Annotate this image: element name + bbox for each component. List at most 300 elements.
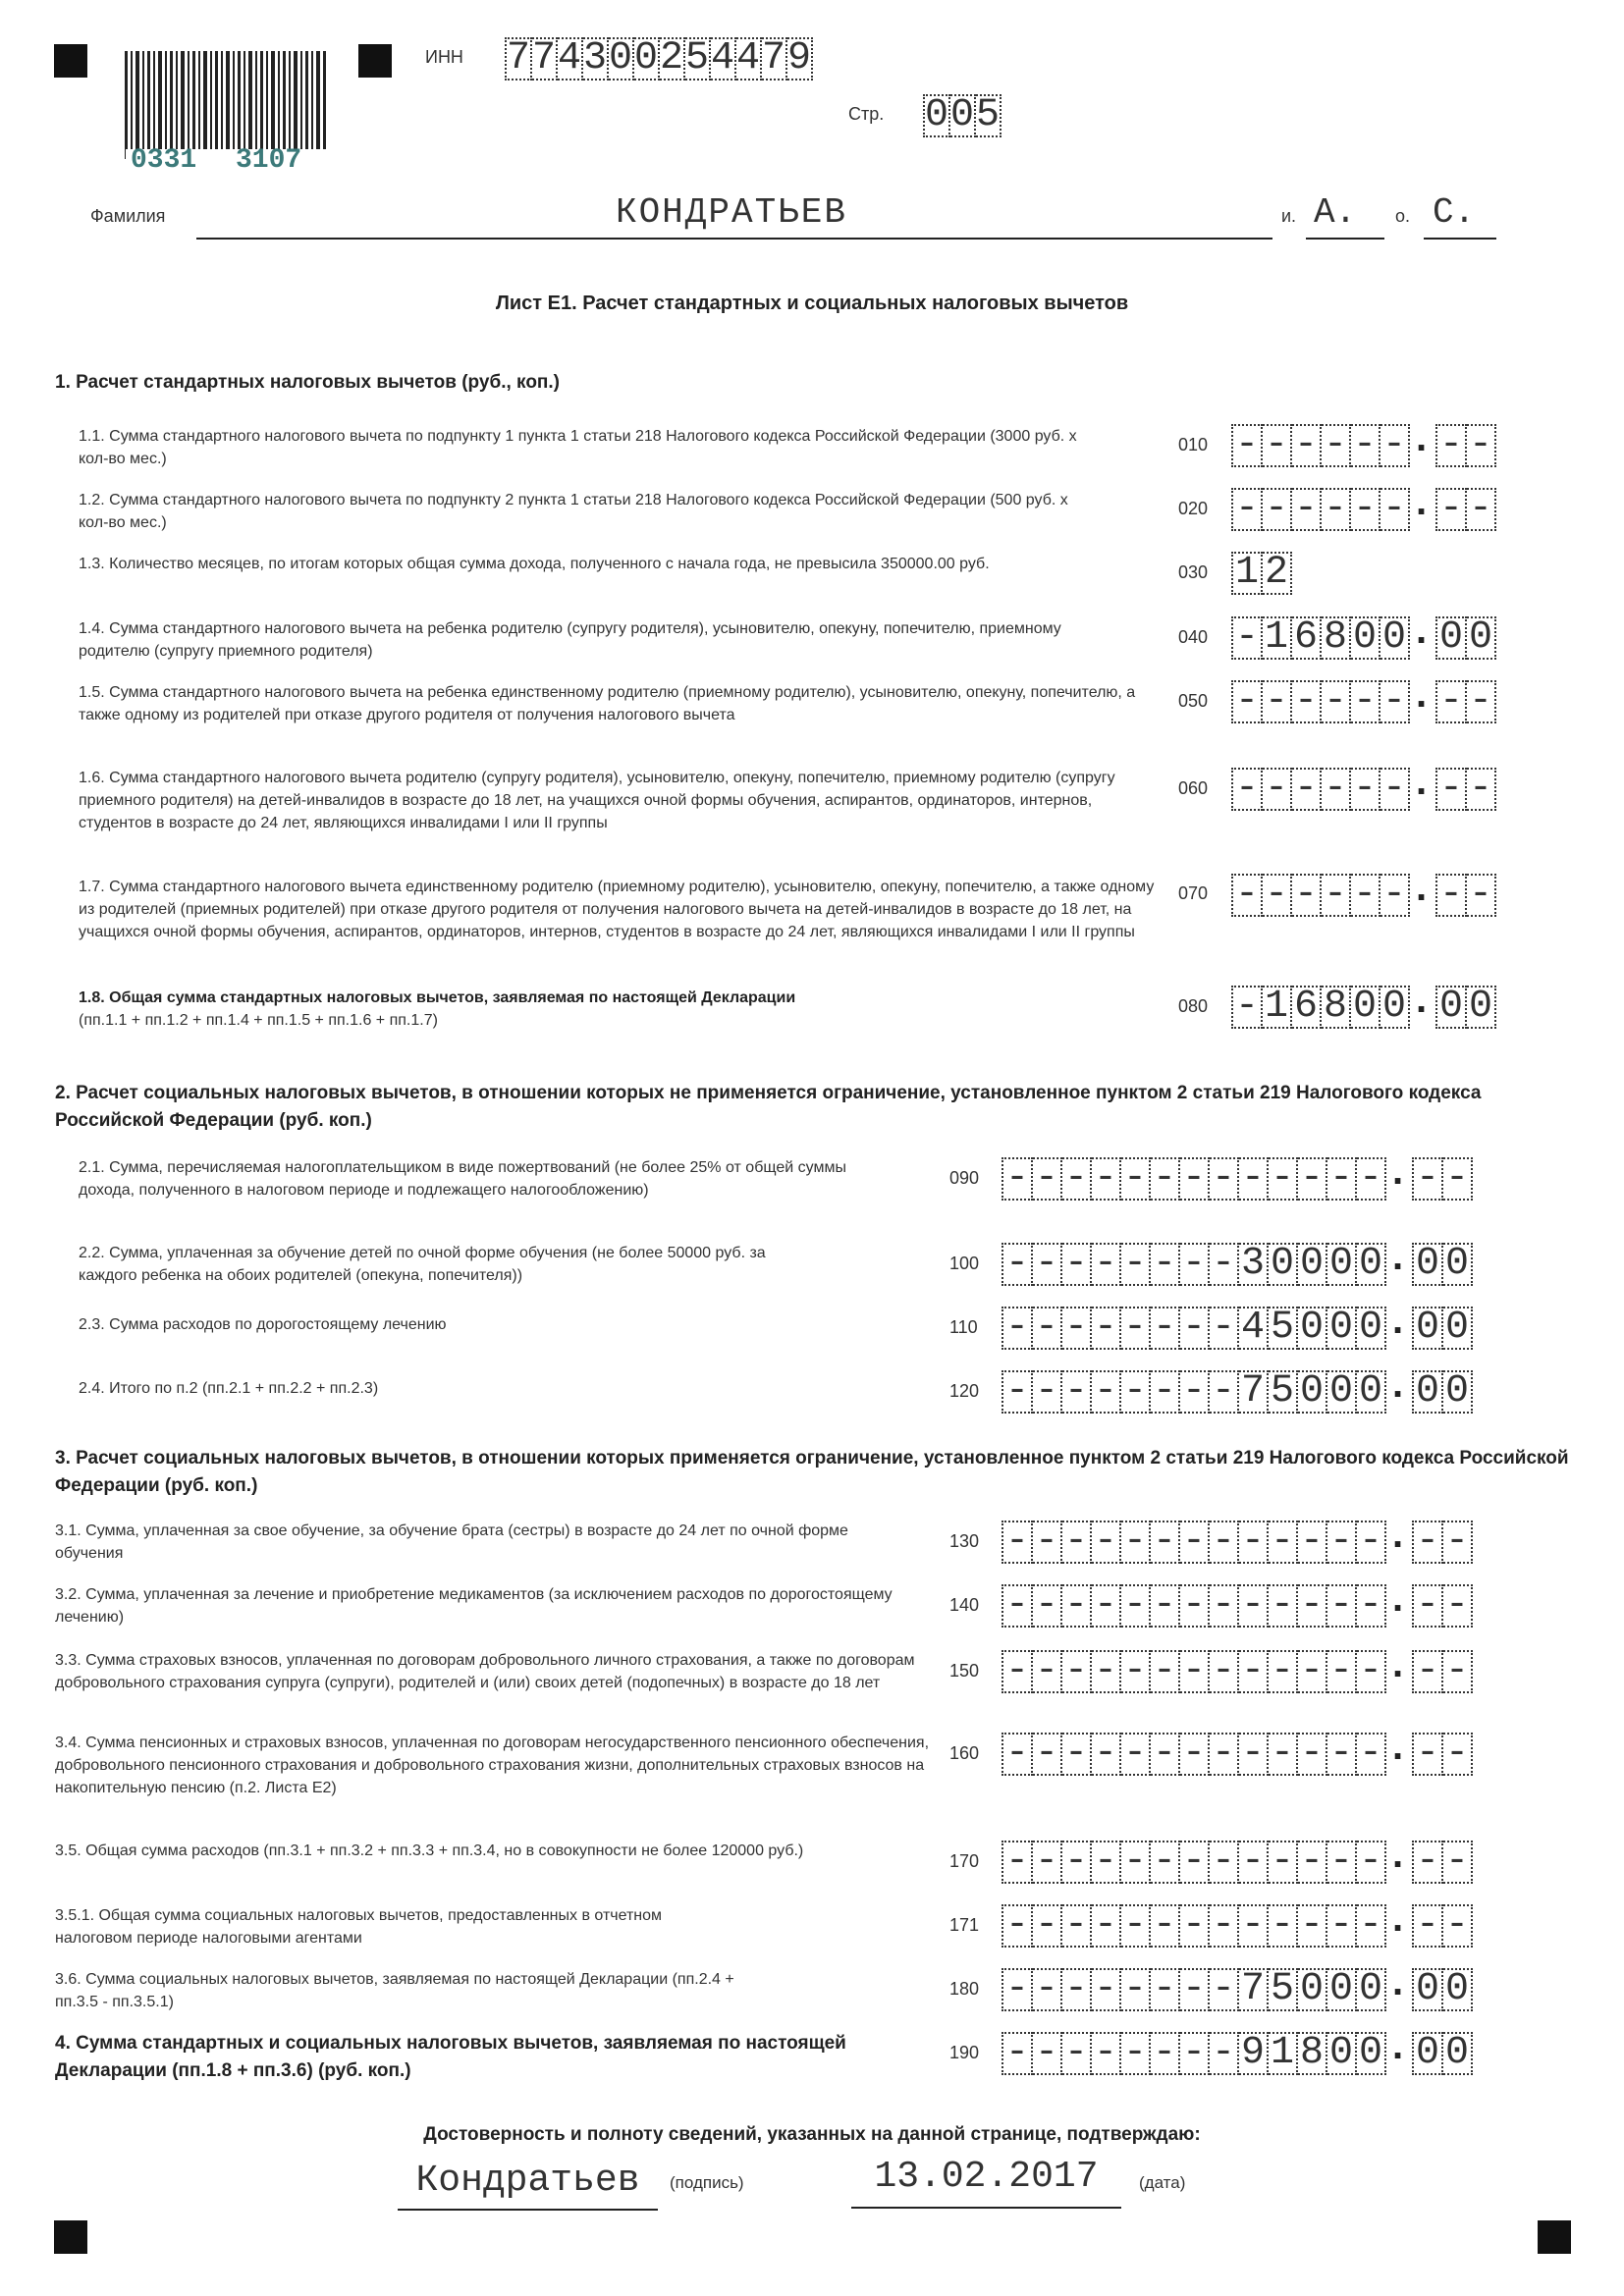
digit-cell: - <box>1269 1157 1298 1201</box>
digit-cell: 0 <box>1269 1243 1298 1286</box>
digit-cell: 0 <box>1298 1307 1327 1350</box>
digit-cell: - <box>1121 1521 1151 1564</box>
row-150-label: 3.3. Сумма страховых взносов, уплаченная по договорам добровольного личного страхования, а также по договорам добровольного страхования супруга (супруги), родителей и (или) своих детей (подопечных) в возрасте до 18 лет <box>55 1652 915 1691</box>
digit-cell: - <box>1412 1521 1443 1564</box>
initial-second-underline <box>1424 238 1496 240</box>
digit-cell: - <box>1210 1904 1239 1948</box>
digit-cell: - <box>1062 1904 1092 1948</box>
digit-cell: - <box>1121 2032 1151 2075</box>
digit-cell: - <box>1327 1733 1357 1776</box>
digit-cell: 8 <box>1322 986 1351 1029</box>
digit-cell: - <box>1351 488 1380 531</box>
digit-cell: - <box>1269 1733 1298 1776</box>
digit-cell: 1 <box>1269 2032 1298 2075</box>
digit-cell: - <box>1033 1243 1062 1286</box>
digit-cell: 3 <box>583 36 608 80</box>
digit-cell: - <box>1210 1841 1239 1884</box>
row-060-code: 060 <box>1178 778 1209 798</box>
digit-cell: - <box>1269 1521 1298 1564</box>
digit-cell: - <box>1001 1904 1033 1948</box>
digit-cell: - <box>1263 874 1292 917</box>
page-number-field[interactable] <box>923 94 1001 137</box>
digit-cell: - <box>1298 1904 1327 1948</box>
row-171-code: 171 <box>949 1915 980 1935</box>
digit-cell: 4 <box>711 36 735 80</box>
digit-cell: 1 <box>1231 552 1263 595</box>
digit-cell: - <box>1180 1584 1210 1628</box>
digit-cell: - <box>1062 1307 1092 1350</box>
digit-cell: - <box>1092 1307 1121 1350</box>
row-140-label: 3.2. Сумма, уплаченная за лечение и приобретение медикаментов (за исключением расходов по дорогостоящему лечению) <box>55 1586 893 1626</box>
digit-cell: - <box>1001 1157 1033 1201</box>
section2-heading: 2. Расчет социальных налоговых вычетов, в отношении которых не применяется ограничение, установленное пунктом 2 статьи 219 Налогового кодекса Российской Федерации (руб. коп.) <box>55 1083 1482 1131</box>
digit-cell: - <box>1121 1243 1151 1286</box>
digit-cell: - <box>1298 1733 1327 1776</box>
digit-cell: - <box>1269 1584 1298 1628</box>
decimal-point: . <box>1392 2024 1404 2067</box>
digit-cell: - <box>1062 1521 1092 1564</box>
decimal-point: . <box>1392 1149 1404 1193</box>
digit-cell: 6 <box>1292 616 1322 660</box>
digit-cell: - <box>1435 768 1467 811</box>
digit-cell: - <box>1001 1370 1033 1414</box>
digit-cell: - <box>1151 1584 1180 1628</box>
digit-cell: - <box>1322 874 1351 917</box>
digit-cell: - <box>1151 2032 1180 2075</box>
decimal-point: . <box>1392 1896 1404 1940</box>
digit-cell: - <box>1062 1841 1092 1884</box>
digit-cell: - <box>1151 1307 1180 1350</box>
digit-cell: 0 <box>1412 1307 1443 1350</box>
decimal-point: . <box>1392 1576 1404 1620</box>
initial-first-value[interactable]: А. <box>1314 192 1357 233</box>
digit-cell: - <box>1210 1650 1239 1693</box>
surname-label: Фамилия <box>90 206 166 226</box>
digit-cell: 5 <box>976 93 1001 137</box>
row-010-field[interactable] <box>1231 416 1496 467</box>
digit-cell: 0 <box>1327 2032 1357 2075</box>
row-100-code: 100 <box>949 1254 980 1273</box>
digit-cell: - <box>1210 2032 1239 2075</box>
row-180-field[interactable] <box>1001 1960 1473 2011</box>
digit-cell: - <box>1151 1968 1180 2011</box>
digit-cell: - <box>1210 1243 1239 1286</box>
row-171-label: 3.5.1. Общая сумма социальных налоговых вычетов, предоставленных в отчетном налоговом периоде налоговыми агентами <box>55 1907 663 1947</box>
row-190-field[interactable] <box>1001 2024 1473 2075</box>
digit-cell: 0 <box>1357 1968 1386 2011</box>
decimal-point: . <box>1392 1299 1404 1342</box>
digit-cell: - <box>1327 1584 1357 1628</box>
digit-cell: - <box>1351 680 1380 723</box>
digit-cell: - <box>1180 1243 1210 1286</box>
decimal-point: . <box>1416 672 1428 716</box>
row-160-label: 3.4. Сумма пенсионных и страховых взносов, уплаченная по договорам негосударственного пенсионного обеспечения, добровольного пенсионного страхования и добровольного страхования жизни, дополнительных страховых взносов на накопительную пенсию (п.2. Листа Е2) <box>55 1735 930 1796</box>
digit-cell: - <box>1357 1733 1386 1776</box>
digit-cell: - <box>1357 1650 1386 1693</box>
digit-cell: - <box>1239 1733 1269 1776</box>
digit-cell: 0 <box>925 93 949 137</box>
digit-cell: - <box>1180 1733 1210 1776</box>
digit-cell: 0 <box>609 36 633 80</box>
row-080-field[interactable] <box>1231 978 1496 1029</box>
row-030-field[interactable] <box>1231 552 1292 595</box>
digit-cell: - <box>1092 1521 1121 1564</box>
digit-cell: - <box>1121 1650 1151 1693</box>
date-caption: (дата) <box>1139 2173 1186 2192</box>
digit-cell: - <box>1412 1841 1443 1884</box>
digit-cell: - <box>1327 1157 1357 1201</box>
digit-cell: - <box>1092 1968 1121 2011</box>
digit-cell: 4 <box>558 36 582 80</box>
digit-cell: - <box>1231 874 1263 917</box>
row-090-label: 2.1. Сумма, перечисляемая налогоплательщиком в виде пожертвований (не более 25% от общей суммы дохода, полученного в налоговом периоде и подлежащего налогообложению) <box>79 1159 846 1199</box>
corner-marker-bottom-right <box>1538 2220 1571 2254</box>
digit-cell: - <box>1322 488 1351 531</box>
digit-cell: 0 <box>1327 1370 1357 1414</box>
digit-cell: - <box>1263 768 1292 811</box>
row-171-field[interactable] <box>1001 1896 1473 1948</box>
digit-cell: - <box>1180 1521 1210 1564</box>
digit-cell: - <box>1467 874 1496 917</box>
digit-cell: - <box>1151 1370 1180 1414</box>
decimal-point: . <box>1392 1362 1404 1406</box>
decimal-point: . <box>1416 760 1428 803</box>
digit-cell: - <box>1180 1841 1210 1884</box>
digit-cell: 0 <box>1443 2032 1473 2075</box>
digit-cell: 0 <box>1467 616 1496 660</box>
digit-cell: 6 <box>1292 986 1322 1029</box>
digit-cell: - <box>1298 1584 1327 1628</box>
section3-heading: 3. Расчет социальных налоговых вычетов, в отношении которых применяется ограничение, установленное пунктом 2 статьи 219 Налогового кодекса Российской Федерации (руб. коп.) <box>55 1448 1569 1496</box>
digit-cell: - <box>1231 768 1263 811</box>
digit-cell: - <box>1351 768 1380 811</box>
digit-cell: - <box>1269 1650 1298 1693</box>
digit-cell: - <box>1062 1243 1092 1286</box>
digit-cell: 0 <box>1298 1243 1327 1286</box>
decimal-point: . <box>1416 416 1428 459</box>
row-170-field[interactable] <box>1001 1833 1473 1884</box>
row-080-code: 080 <box>1178 996 1209 1016</box>
digit-cell: - <box>1210 1157 1239 1201</box>
digit-cell: - <box>1210 1521 1239 1564</box>
row-100-field[interactable] <box>1001 1235 1473 1286</box>
digit-cell: - <box>1351 424 1380 467</box>
digit-cell: 0 <box>950 93 975 137</box>
digit-cell: - <box>1239 1904 1269 1948</box>
digit-cell: - <box>1412 1733 1443 1776</box>
digit-cell: 4 <box>736 36 761 80</box>
digit-cell: - <box>1380 488 1410 531</box>
digit-cell: - <box>1092 1733 1121 1776</box>
row-180-code: 180 <box>949 1979 980 1999</box>
digit-cell: - <box>1380 874 1410 917</box>
digit-cell: - <box>1467 680 1496 723</box>
digit-cell: - <box>1151 1650 1180 1693</box>
digit-cell: - <box>1001 1307 1033 1350</box>
digit-cell: - <box>1380 424 1410 467</box>
digit-cell: - <box>1412 1650 1443 1693</box>
digit-cell: - <box>1239 1841 1269 1884</box>
digit-cell: - <box>1412 1904 1443 1948</box>
row-110-label: 2.3. Сумма расходов по дорогостоящему лечению <box>79 1316 447 1333</box>
row-080-label: (пп.1.1 + пп.1.2 + пп.1.4 + пп.1.5 + пп.1.6 + пп.1.7) <box>79 1012 438 1029</box>
digit-cell: 5 <box>1269 1370 1298 1414</box>
row-160-field[interactable] <box>1001 1725 1473 1776</box>
initial-first-underline <box>1306 238 1384 240</box>
digit-cell: 4 <box>1239 1307 1269 1350</box>
digit-cell: 0 <box>1327 1968 1357 2011</box>
digit-cell: - <box>1412 1157 1443 1201</box>
row-170-code: 170 <box>949 1851 980 1871</box>
row-110-code: 110 <box>949 1317 978 1337</box>
digit-cell: - <box>1327 1904 1357 1948</box>
digit-cell: - <box>1121 1584 1151 1628</box>
digit-cell: - <box>1180 1307 1210 1350</box>
digit-cell: 7 <box>532 36 557 80</box>
digit-cell: - <box>1443 1521 1473 1564</box>
digit-cell: - <box>1263 680 1292 723</box>
digit-cell: 0 <box>1351 986 1380 1029</box>
digit-cell: - <box>1180 1650 1210 1693</box>
digit-cell: - <box>1210 1370 1239 1414</box>
initial-second-value[interactable]: С. <box>1433 192 1476 233</box>
row-120-label: 2.4. Итого по п.2 (пп.2.1 + пп.2.2 + пп.2.3) <box>79 1380 379 1397</box>
row-150-field[interactable] <box>1001 1642 1473 1693</box>
digit-cell: 0 <box>634 36 659 80</box>
digit-cell: - <box>1269 1904 1298 1948</box>
digit-cell: - <box>1292 768 1322 811</box>
surname-value[interactable]: КОНДРАТЬЕВ <box>615 192 848 233</box>
digit-cell: - <box>1292 680 1322 723</box>
digit-cell: - <box>1263 424 1292 467</box>
digit-cell: - <box>1033 1841 1062 1884</box>
digit-cell: 0 <box>1435 616 1467 660</box>
digit-cell: - <box>1180 1370 1210 1414</box>
section4-label: 4. Сумма стандартных и социальных налоговых вычетов, заявляемая по настоящей Декларации (пп.1.8 + пп.3.6) (руб. коп.) <box>55 2033 846 2081</box>
digit-cell: - <box>1443 1841 1473 1884</box>
digit-cell: - <box>1092 1243 1121 1286</box>
digit-cell: 7 <box>1239 1968 1269 2011</box>
digit-cell: - <box>1092 1370 1121 1414</box>
digit-cell: 0 <box>1443 1968 1473 2011</box>
initial-second-label: о. <box>1395 206 1411 226</box>
row-040-label: 1.4. Сумма стандартного налогового вычета на ребенка родителю (супругу родителя), усыновителю, опекуну, попечителю, приемному родителю (супругу приемного родителя) <box>79 620 1061 660</box>
digit-cell: - <box>1001 1841 1033 1884</box>
initial-first-label: и. <box>1281 206 1297 226</box>
digit-cell: - <box>1322 768 1351 811</box>
digit-cell: 0 <box>1351 616 1380 660</box>
digit-cell: - <box>1092 1904 1121 1948</box>
confirmation-text: Достоверность и полноту сведений, указанных на данной странице, подтверждаю: <box>423 2124 1201 2145</box>
digit-cell: - <box>1062 1650 1092 1693</box>
decimal-point: . <box>1392 1833 1404 1876</box>
digit-cell: - <box>1443 1904 1473 1948</box>
row-060-field[interactable] <box>1231 760 1496 811</box>
row-170-label: 3.5. Общая сумма расходов (пп.3.1 + пп.3.2 + пп.3.3 + пп.3.4, но в совокупности не более 120000 руб.) <box>55 1842 804 1859</box>
row-040-field[interactable] <box>1231 609 1496 660</box>
digit-cell: 7 <box>507 36 531 80</box>
digit-cell: - <box>1033 1584 1062 1628</box>
corner-marker-top-left <box>54 44 87 78</box>
row-050-label: 1.5. Сумма стандартного налогового вычета на ребенка единственному родителю (приемному родителю), усыновителю, опекуну, попечителю, а также одному из родителей при отказе другого родителя от получения налогового вычета <box>79 684 1136 723</box>
digit-cell: - <box>1062 1733 1092 1776</box>
row-020-label: 1.2. Сумма стандартного налогового вычета по подпункту 2 пункта 1 статьи 218 Налогового кодекса Российской Федерации (500 руб. х кол-во мес.) <box>79 492 1068 531</box>
digit-cell: - <box>1231 986 1263 1029</box>
digit-cell: - <box>1001 1733 1033 1776</box>
row-160-code: 160 <box>949 1743 980 1763</box>
row-090-code: 090 <box>949 1168 980 1188</box>
digit-cell: 2 <box>660 36 684 80</box>
digit-cell: 0 <box>1327 1307 1357 1350</box>
digit-cell: - <box>1327 1841 1357 1884</box>
digit-cell: - <box>1239 1584 1269 1628</box>
digit-cell: - <box>1210 1307 1239 1350</box>
digit-cell: - <box>1298 1521 1327 1564</box>
digit-cell: - <box>1062 1968 1092 2011</box>
row-070-code: 070 <box>1178 883 1209 903</box>
digit-cell: - <box>1121 1841 1151 1884</box>
digit-cell: - <box>1033 1968 1062 2011</box>
digit-cell: - <box>1263 488 1292 531</box>
row-120-field[interactable] <box>1001 1362 1473 1414</box>
digit-cell: 1 <box>1263 986 1292 1029</box>
row-050-field[interactable] <box>1231 672 1496 723</box>
corner-marker-top-mid <box>358 44 392 78</box>
row-090-field[interactable] <box>1001 1149 1473 1201</box>
digit-cell: - <box>1180 1157 1210 1201</box>
digit-cell: - <box>1033 1521 1062 1564</box>
digit-cell: - <box>1001 1243 1033 1286</box>
row-060-label: 1.6. Сумма стандартного налогового вычета родителю (супругу родителя), усыновителю, опекуну, попечителю, приемному родителю (супругу приемного родителя) на детей-инвалидов в возрасте до 18 лет, на учащихся очной формы обучения, аспирантов, ординаторов, интернов, студентов в возрасте до 24 лет, являющихся инвалидами I или II группы <box>79 770 1115 831</box>
inn-field[interactable] <box>505 37 813 80</box>
digit-cell: 0 <box>1357 1243 1386 1286</box>
digit-cell: - <box>1180 2032 1210 2075</box>
digit-cell: - <box>1151 1157 1180 1201</box>
row-020-field[interactable] <box>1231 480 1496 531</box>
digit-cell: - <box>1327 1650 1357 1693</box>
row-140-code: 140 <box>949 1595 980 1615</box>
section1-heading: 1. Расчет стандартных налоговых вычетов (руб., коп.) <box>55 372 561 393</box>
row-130-label: 3.1. Сумма, уплаченная за свое обучение, за обучение брата (сестры) в возрасте до 24 лет по очной форме обучения <box>55 1522 848 1562</box>
digit-cell: - <box>1380 768 1410 811</box>
digit-cell: - <box>1121 1968 1151 2011</box>
digit-cell: 0 <box>1327 1243 1357 1286</box>
decimal-point: . <box>1392 1513 1404 1556</box>
digit-cell: - <box>1357 1157 1386 1201</box>
digit-cell: - <box>1121 1370 1151 1414</box>
digit-cell: - <box>1292 488 1322 531</box>
digit-cell: 0 <box>1298 1370 1327 1414</box>
digit-cell: 0 <box>1380 986 1410 1029</box>
digit-cell: - <box>1210 1733 1239 1776</box>
digit-cell: - <box>1443 1157 1473 1201</box>
digit-cell: - <box>1001 1650 1033 1693</box>
digit-cell: - <box>1443 1650 1473 1693</box>
row-120-code: 120 <box>949 1381 980 1401</box>
digit-cell: - <box>1033 2032 1062 2075</box>
digit-cell: - <box>1298 1650 1327 1693</box>
digit-cell: 3 <box>1239 1243 1269 1286</box>
digit-cell: - <box>1269 1841 1298 1884</box>
digit-cell: - <box>1231 488 1263 531</box>
digit-cell: 5 <box>1269 1968 1298 2011</box>
digit-cell: - <box>1092 2032 1121 2075</box>
digit-cell: - <box>1001 1521 1033 1564</box>
digit-cell: 0 <box>1357 2032 1386 2075</box>
inn-label: ИНН <box>425 47 463 67</box>
row-100-label: 2.2. Сумма, уплаченная за обучение детей по очной форме обучения (не более 50000 руб. за каждого ребенка на обоих родителей (опекуна, попечителя)) <box>79 1245 766 1284</box>
decimal-point: . <box>1392 1235 1404 1278</box>
row-180-label: 3.6. Сумма социальных налоговых вычетов, заявляемая по настоящей Декларации (пп.2.4 + пп.3.5 - пп.3.5.1) <box>55 1971 734 2010</box>
digit-cell: - <box>1001 1584 1033 1628</box>
digit-cell: - <box>1357 1584 1386 1628</box>
digit-cell: 0 <box>1443 1307 1473 1350</box>
digit-cell: - <box>1092 1584 1121 1628</box>
digit-cell: - <box>1467 424 1496 467</box>
digit-cell: 0 <box>1467 986 1496 1029</box>
digit-cell: 2 <box>1263 552 1292 595</box>
digit-cell: 0 <box>1357 1370 1386 1414</box>
digit-cell: 0 <box>1412 1243 1443 1286</box>
digit-cell: - <box>1298 1157 1327 1201</box>
digit-cell: - <box>1351 874 1380 917</box>
row-050-code: 050 <box>1178 691 1209 711</box>
digit-cell: - <box>1151 1841 1180 1884</box>
signature-value[interactable]: Кондратьев <box>415 2160 640 2202</box>
digit-cell: - <box>1121 1157 1151 1201</box>
digit-cell: - <box>1292 874 1322 917</box>
digit-cell: - <box>1357 1841 1386 1884</box>
digit-cell: - <box>1298 1841 1327 1884</box>
row-130-code: 130 <box>949 1531 980 1551</box>
row-020-code: 020 <box>1178 499 1209 518</box>
digit-cell: 5 <box>685 36 710 80</box>
digit-cell: - <box>1357 1904 1386 1948</box>
page-label: Стр. <box>848 104 885 124</box>
digit-cell: - <box>1412 1584 1443 1628</box>
row-140-field[interactable] <box>1001 1576 1473 1628</box>
decimal-point: . <box>1416 866 1428 909</box>
digit-cell: 0 <box>1412 1968 1443 2011</box>
row-110-field[interactable] <box>1001 1299 1473 1350</box>
digit-cell: - <box>1033 1370 1062 1414</box>
barcode-number-right: 3107 <box>236 145 302 176</box>
digit-cell: - <box>1210 1968 1239 2011</box>
digit-cell: - <box>1443 1584 1473 1628</box>
signature-caption: (подпись) <box>670 2173 744 2192</box>
digit-cell: - <box>1239 1650 1269 1693</box>
digit-cell: - <box>1357 1521 1386 1564</box>
row-130-field[interactable] <box>1001 1513 1473 1564</box>
digit-cell: - <box>1239 1157 1269 1201</box>
digit-cell: 0 <box>1298 1968 1327 2011</box>
digit-cell: 0 <box>1443 1370 1473 1414</box>
digit-cell: - <box>1210 1584 1239 1628</box>
corner-marker-bottom-left <box>54 2220 87 2254</box>
digit-cell: - <box>1121 1733 1151 1776</box>
barcode <box>123 51 329 181</box>
digit-cell: - <box>1062 1584 1092 1628</box>
digit-cell: - <box>1121 1307 1151 1350</box>
digit-cell: - <box>1121 1904 1151 1948</box>
digit-cell: - <box>1151 1521 1180 1564</box>
digit-cell: 0 <box>1412 2032 1443 2075</box>
date-value[interactable]: 13.02.2017 <box>874 2156 1099 2198</box>
digit-cell: - <box>1180 1968 1210 2011</box>
digit-cell: - <box>1239 1521 1269 1564</box>
row-070-field[interactable] <box>1231 866 1496 917</box>
digit-cell: - <box>1151 1733 1180 1776</box>
